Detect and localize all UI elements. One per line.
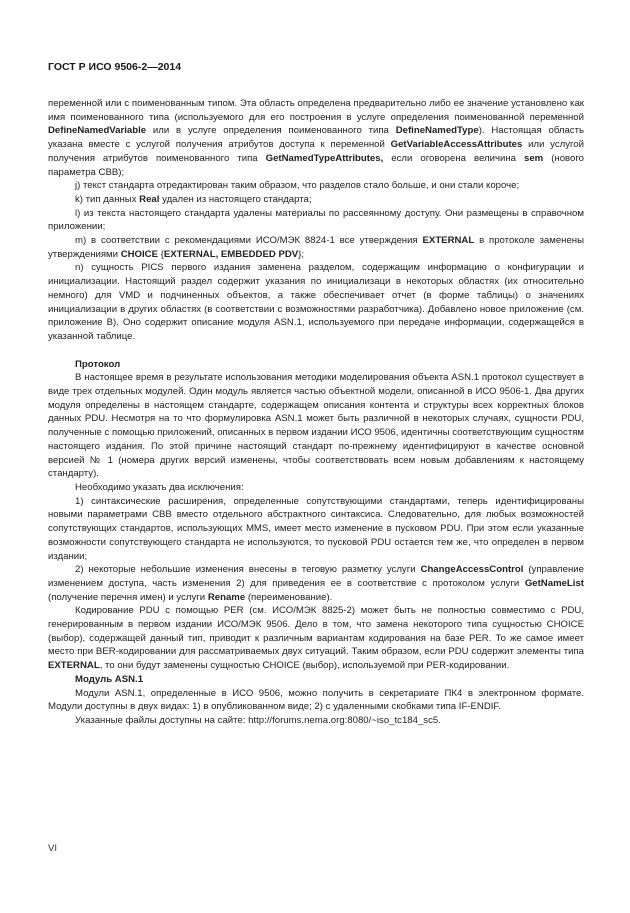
document-header: ГОСТ Р ИСО 9506-2—2014 xyxy=(48,61,182,73)
term-define-named-variable: DefineNamedVariable xyxy=(48,125,147,137)
section-heading-protocol: Протокол xyxy=(75,358,121,370)
term-sem: sem xyxy=(523,152,544,164)
page-number: VI xyxy=(48,843,58,854)
list-item-exception-1: 1) синтаксические расширения, определенные сопутствующими стандартами, теперь идентифицированы новыми параметрами СВВ вместо отдельного абстрактного синтаксиса. Следовательно, для любых возможностей сопутствующих стандартов, использующих MMS, имеет место изменение в пусковом PDU. При этом если указанные возможности сопутствующего стандарта не используются, то пусковой PDU остается тем же, что определен в первом издании; xyxy=(48,495,584,562)
paragraph-files-url: Указанные файлы доступны на сайте: http://forums.nema.org:8080/~iso_tc184_sc5. xyxy=(75,714,441,726)
list-item-j: j) текст стандарта отредактирован таким образом, что разделов стало больше, и они стали короче; xyxy=(75,180,520,192)
term-choice: CHOICE xyxy=(120,248,158,260)
paragraph-exceptions-intro: Необходимо указать два исключения: xyxy=(75,481,244,493)
paragraph-protocol-modules: В настоящее время в результате использования методики моделирования объекта ASN.1 протокол существует в виде трех отдельных модулей. Один модуль является частью объектной модели, описанной в ИСО 9506-1. Два других модуля определены в настоящем стандарте, содержащем описания контента и структуры всех корректных блоков данных PDU. Несмотря на то что формулировка ASN.1 может быть различной в некоторых случаях, сущности PDU, полученные с помощью приложений, описанных в первом издании ИСО 9506, идентичны соответствующим сущностям настоящего издания. По этой причине настоящий стандарт по-прежнему идентифицируют в качестве основной версией № 1 (номера других версий изменены, чтобы соответствовать всем новым добавлениям к настоящему стандарту). xyxy=(48,372,584,480)
term-get-name-list: GetNameList xyxy=(524,577,584,589)
list-item-m: m) в соответствии с рекомендациями ИСО/МЭК 8824-1 все утверждения EXTERNAL в протоколе заменены утверждениями CHOICE {EXTERNAL, EMBEDDED PDV}; xyxy=(48,235,584,260)
list-item-k: k) тип данных Real удален из настоящего стандарта; xyxy=(75,193,312,205)
term-get-named-type-attributes: GetNamedTypeAttributes, xyxy=(265,152,384,164)
paragraph-asn1-modules: Модули ASN.1, определенные в ИСО 9506, можно получить в секретариате ПК4 в электронном формате. Модули доступны в двух видах: 1) в опубликованном виде; 2) с удаленными скобками типа IF-ENDIF. xyxy=(48,687,584,713)
list-item-l: l) из текста настоящего стандарта удалены материалы по рассеянному доступу. Они размещены в справочном приложении; xyxy=(48,207,584,233)
term-external: EXTERNAL xyxy=(422,235,475,247)
term-real: Real xyxy=(139,193,160,205)
list-item-exception-2: 2) некоторые небольшие изменения внесены в теговую разметку услуги ChangeAccessControl (управление изменением доступа, часть изменения 2) для приведения ее в соответствие с протоколом услуги GetNameList (получение перечня имен) и услуги Rename (переименование). xyxy=(48,564,584,603)
term-define-named-type: DefineNamedType xyxy=(395,125,479,137)
paragraph-per-encoding: Кодирование PDU с помощью PER (см. ИСО/МЭК 8825-2) может быть не полностью совместимо с PDU, генерированным в первом издании ИСО/МЭК 9506. Дело в том, что замена некоторого типа сущностью CHOICE (выбор), содержащей данный тип, приводит к различным вариантам кодирования на базе PER. То же самое имеет место при BER-кодировании для рассматриваемых двух ситуаций. Таким образом, если PDU содержит элементы типа EXTERNAL, то они будут заменены сущностью CHOICE (выбор), используемой при PER-кодировании. xyxy=(48,605,584,672)
term-external-embedded-pdv: EXTERNAL, EMBEDDED PDV xyxy=(163,248,299,260)
paragraph-named-variable-scope: переменной или с поименованным типом. Эта область определена предварительно либо ее значение установлено как имя поименованного типа (используемого для его построения в услуге определения поименованной переменной DefineNamedVariable или в услуге определения поименованного типа DefineNamedType). Настоящая область указана вместе с услугой получения атрибутов доступа к переменной GetVariableAccessAttributes или услугой получения атрибутов поименованного типа GetNamedTypeAttributes, если оговорена величина sem (нового параметра СВВ); xyxy=(48,98,585,178)
list-item-n: n) сущность PICS первого издания заменена разделом, содержащим информацию о конфигурации и инициализации. Настоящий раздел содержит указания по инициализаци в некоторых областях (их относительно немного) для VMD и подчиненных объектов, а также обеспечивает отчет (в форме таблицы) о значениях инициализации в других областях (в соответствии с возможностями разработчика). Добавлено новое приложение (см. приложение В). Оно содержит описание модуля ASN.1, используемого при передаче информации, содержащейся в указанной таблице. xyxy=(48,262,584,342)
term-change-access-control: ChangeAccessControl xyxy=(420,564,524,576)
term-rename: Rename xyxy=(207,591,246,603)
document-body xyxy=(48,97,584,728)
section-heading-asn1-module: Модуль ASN.1 xyxy=(75,673,144,685)
term-get-variable-access-attributes: GetVariableAccessAttributes xyxy=(390,139,523,151)
term-external-per: EXTERNAL xyxy=(48,660,100,672)
